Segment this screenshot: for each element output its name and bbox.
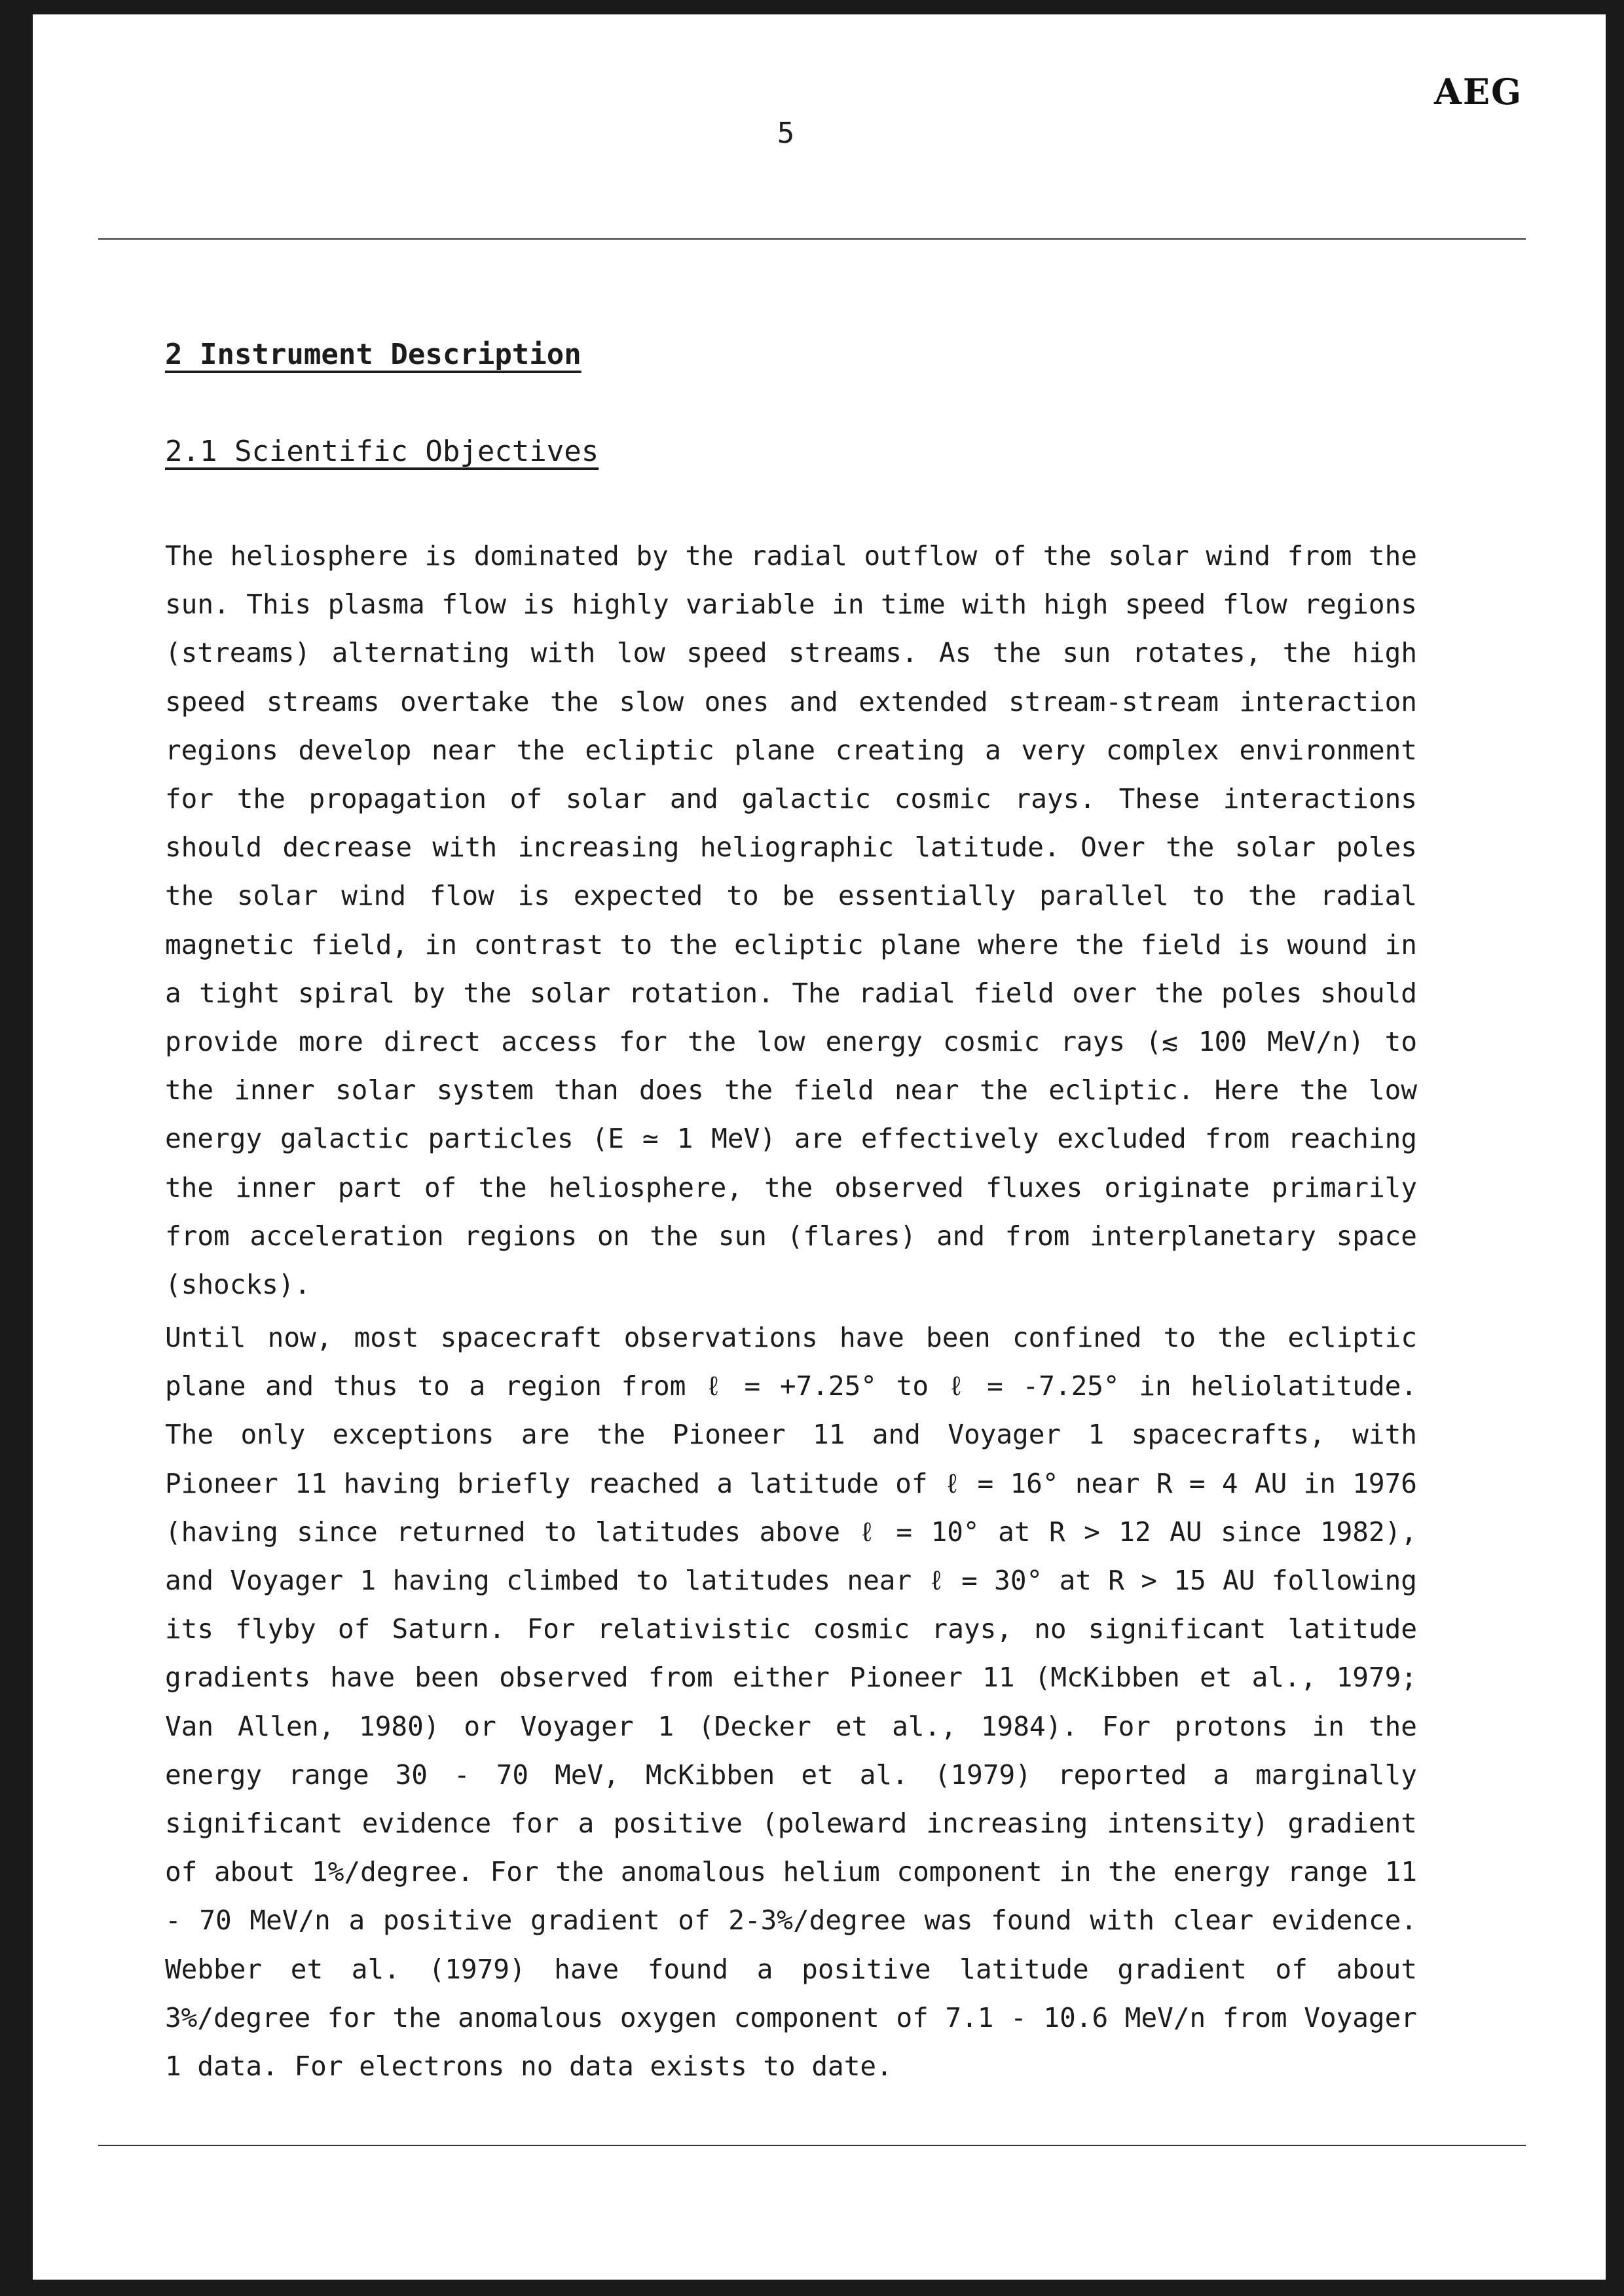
body-paragraph-2: Until now, most spacecraft observations have been confined to the ecliptic plane and thus to a region from ℓ = +7.25° to ℓ = -7.25° in heliolatitude. The only exceptions are the Pioneer 11 and Voyager 1 spacecrafts, with Pioneer 11 having briefly reached a latitude of ℓ = 16° near R = 4 AU in 1976 (having since returned to latitudes above ℓ = 10° at R > 12 AU since 1982), and Voyager 1 having climbed to latitudes near ℓ = 30° at R > 15 AU following its flyby of Saturn. For relativistic cosmic rays, no significant latitude gradients have been observed from either Pioneer 11 (McKibben et al., 1979; Van Allen, 1980) or Voyager 1 (Decker et al., 1984). For protons in the energy range 30 - 70 MeV, McKibben et al. (1979) reported a marginally significant evidence for a positive (poleward increasing intensity) gradient of about 1%/degree. For the anomalous helium component in the energy range 11 - 70 MeV/n a positive gradient of 2-3%/degree was found with clear evidence. Webber et al. (1979) have found a positive latitude gradient of about 3%/degree for the anomalous oxygen component of 7.1 - 10.6 MeV/n from Voyager 1 data. For electrons no data exists to date. [165,1322,1417,2083]
header-divider [98,238,1526,240]
section-heading: 2 Instrument Description [165,338,581,371]
body-paragraph-1: The heliosphere is dominated by the radial outflow of the solar wind from the sun. This plasma flow is highly variable in time with high speed flow regions (streams) alternating with low speed streams. As the sun rotates, the high speed streams overtake the slow ones and extended stream-stream interaction regions develop near the ecliptic plane creating a very complex environment for the propagation of solar and galactic cosmic rays. These interactions should decrease with increasing heliographic latitude. Over the solar poles the solar wind flow is expected to be essentially parallel to the radial magnetic field, in contrast to the ecliptic plane where the field is wound in a tight spiral by the solar rotation. The radial field over the poles should provide more direct access for the low energy cosmic rays (≲ 100 MeV/n) to the inner solar system than does the field near the ecliptic. Here the low energy galactic particles (E ≃ 1 MeV) are effectively excluded from reaching the inner part of the heliosphere, the observed fluxes originate primarily from acceleration regions on the sun (flares) and from interplanetary space (shocks). [165,540,1417,1301]
company-logo: AEG [1434,71,1523,113]
page-number: 5 [777,117,795,150]
footer-divider [98,2145,1526,2146]
subsection-heading: 2.1 Scientific Objectives [165,435,599,468]
